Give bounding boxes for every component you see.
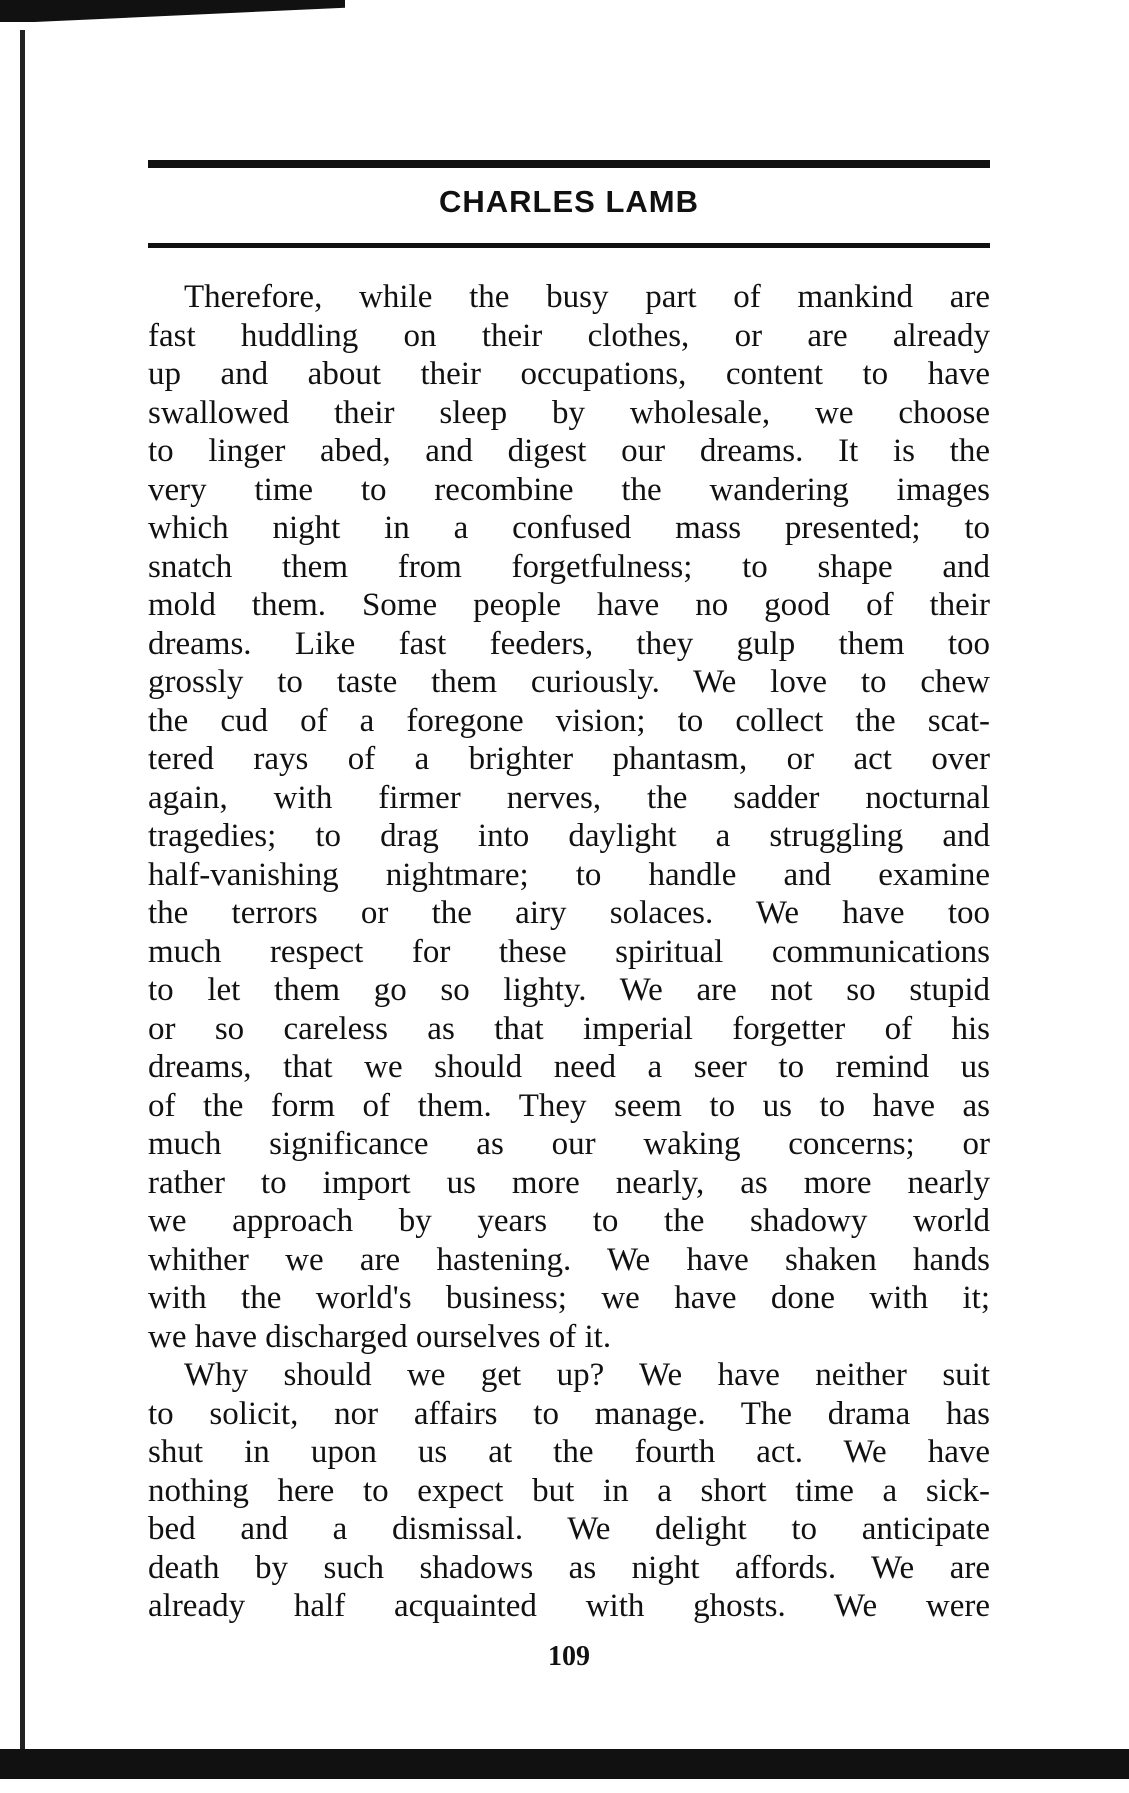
text-line: or so careless as that imperial forgetter of his <box>148 1010 990 1047</box>
text-line: mold them. Some people have no good of their <box>148 587 990 623</box>
scan-border-bottom <box>0 1749 1129 1779</box>
text-line: we approach by years to the shadowy world <box>148 1203 990 1239</box>
text-line: grossly to taste them curiously. We love to chew <box>148 664 990 700</box>
text-line: to let them go so lighty. We are not so stupid <box>148 972 990 1008</box>
scan-border-top <box>0 0 345 22</box>
text-line: tragedies; to drag into daylight a struggling and <box>148 818 990 854</box>
text-line: Therefore, while the busy part of mankind are <box>184 279 990 315</box>
text-line: whither we are hastening. We have shaken hands <box>148 1241 990 1278</box>
text-line: with the world's business; we have done with it; <box>148 1280 990 1316</box>
header-rule-bottom <box>148 243 990 248</box>
text-line: we have discharged ourselves of it. <box>148 1318 612 1355</box>
text-line: much significance as our waking concerns; or <box>148 1126 990 1162</box>
scan-border-left <box>20 30 25 1750</box>
text-line: of the form of them. They seem to us to have as <box>148 1087 990 1124</box>
text-line: the cud of a foregone vision; to collect the scat- <box>148 702 990 739</box>
paragraph-2 <box>148 1356 990 1626</box>
text-line: again, with firmer nerves, the sadder nocturnal <box>148 779 990 816</box>
text-line: dreams, that we should need a seer to remind us <box>148 1049 990 1085</box>
running-head: CHARLES LAMB <box>439 184 699 219</box>
text-line: rather to import us more nearly, as more nearly <box>148 1164 990 1201</box>
header-rule-top <box>148 160 990 168</box>
text-line: snatch them from forgetfulness; to shape and <box>148 548 990 585</box>
body-text <box>148 278 990 1626</box>
text-line: Why should we get up? We have neither suit <box>184 1357 990 1393</box>
text-line: dreams. Like fast feeders, they gulp them too <box>148 625 990 662</box>
text-line: death by such shadows as night affords. We are <box>148 1549 990 1586</box>
text-line: nothing here to expect but in a short time a sick- <box>148 1472 990 1509</box>
text-line: shut in upon us at the fourth act. We have <box>148 1434 990 1470</box>
text-line: bed and a dismissal. We delight to anticipate <box>148 1511 990 1547</box>
text-line: tered rays of a brighter phantasm, or act over <box>148 741 990 777</box>
text-line: up and about their occupations, content to have <box>148 356 990 392</box>
text-line: very time to recombine the wandering images <box>148 471 990 508</box>
text-line: already half acquainted with ghosts. We were <box>148 1588 990 1624</box>
page-number: 109 <box>548 1641 590 1672</box>
text-line: to solicit, nor affairs to manage. The drama has <box>148 1395 990 1432</box>
text-line: fast huddling on their clothes, or are already <box>148 317 990 354</box>
text-line: which night in a confused mass presented; to <box>148 510 990 546</box>
paragraph-1 <box>148 278 990 1356</box>
text-line: half-vanishing nightmare; to handle and examine <box>148 856 990 893</box>
text-line: to linger abed, and digest our dreams. It is the <box>148 433 990 469</box>
text-line: the terrors or the airy solaces. We have too <box>148 895 990 931</box>
text-line: much respect for these spiritual communications <box>148 933 990 970</box>
text-line: swallowed their sleep by wholesale, we choose <box>148 394 990 431</box>
